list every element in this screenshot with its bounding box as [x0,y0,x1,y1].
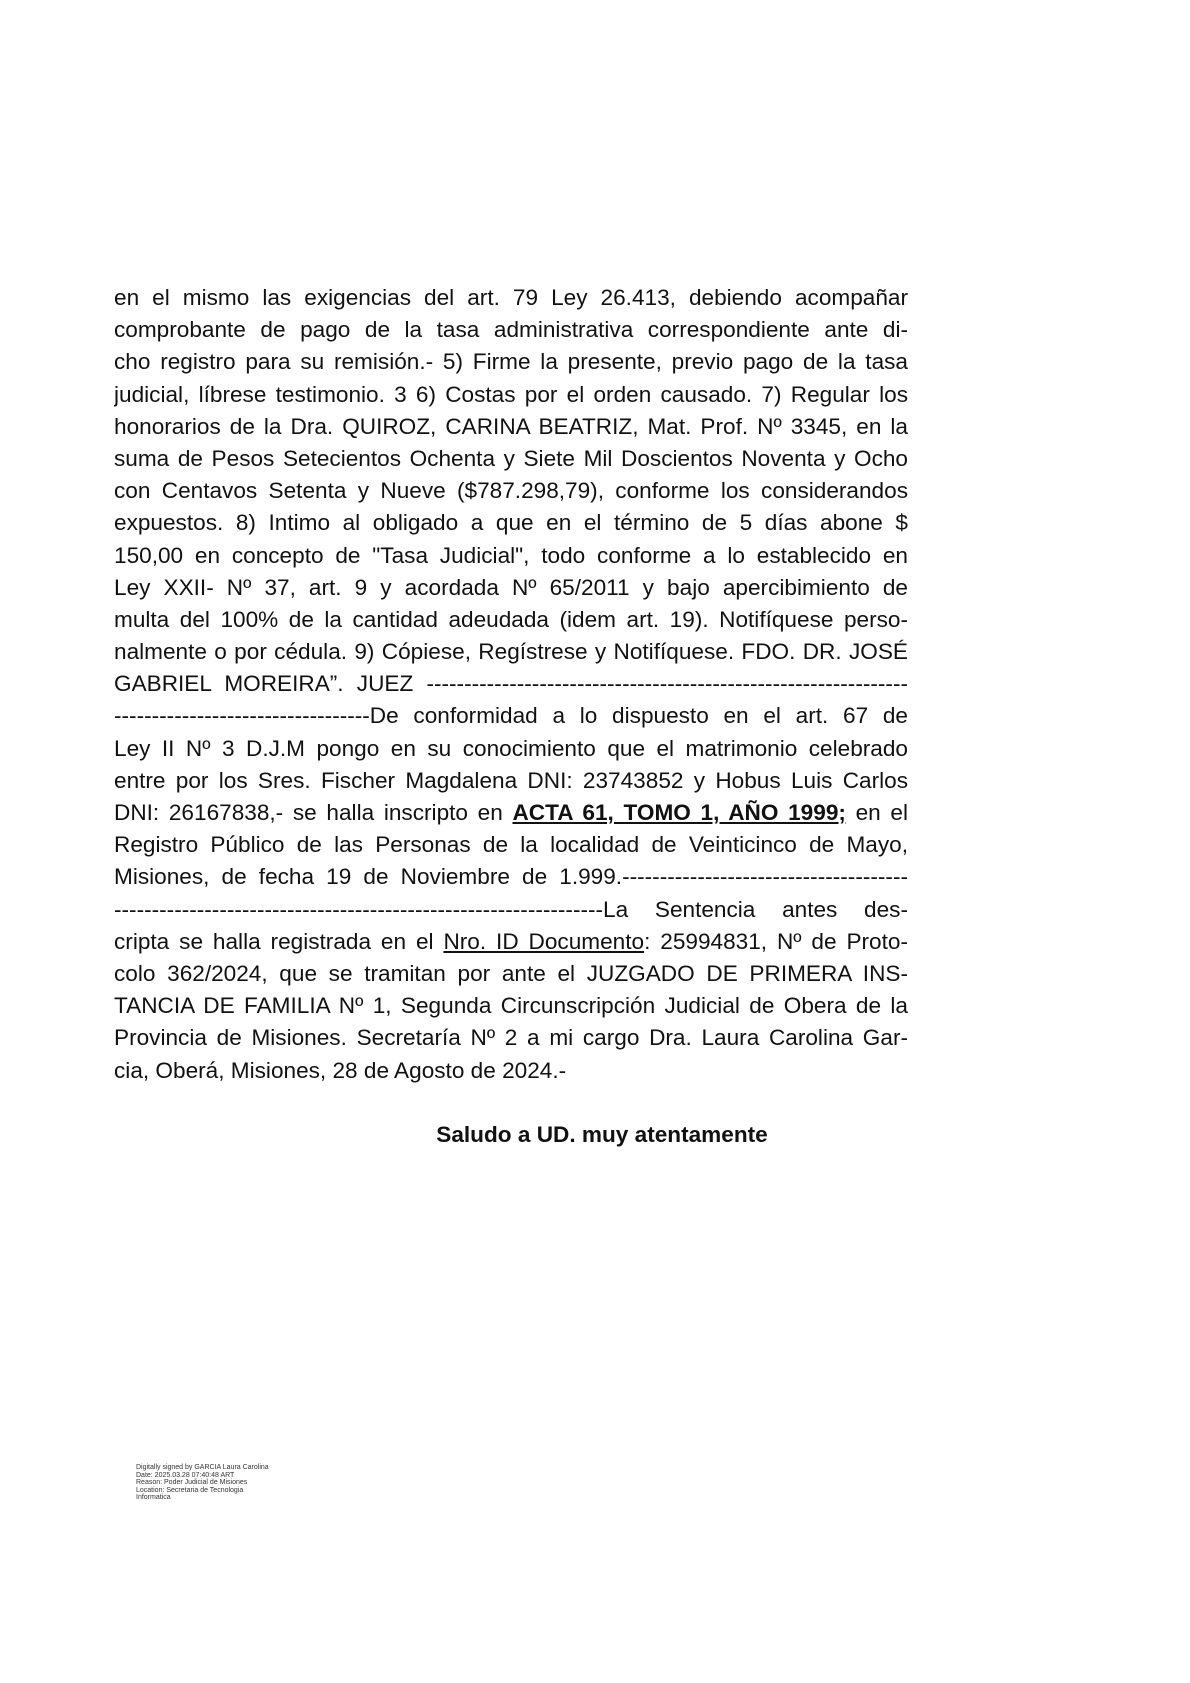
acta-reference: ACTA 61, TOMO 1, AÑO 1999; [512,800,846,825]
text-line: Ley XXII- Nº 37, art. 9 y acordada Nº 65/2011 y bajo apercibimiento de [114,574,908,600]
text-line: suma de Pesos Setecientos Ochenta y Siete Mil Doscientos Noventa y Ocho [114,445,908,471]
signature-line: Date: 2025.03.28 07:40:48 ART [136,1471,235,1479]
signature-line: Digitally signed by GARCIA Laura Carolina [136,1464,269,1471]
text-line: Provincia de Misiones. Secretaría Nº 2 a mi cargo Dra. Laura Carolina Gar- [114,1025,908,1051]
text-line: colo 362/2024, que se tramitan por ante el JUZGADO DE PRIMERA INS- [114,960,908,986]
text-line: multa del 100% de la cantidad adeudada (idem art. 19). Notifíquese perso- [114,606,908,632]
text-line: GABRIEL MOREIRA”. JUEZ ---------------------------------------------------------------- [114,671,908,697]
text-line: con Centavos Setenta y Nueve ($787.298,79), conforme los considerandos [114,478,908,504]
text-line: nalmente o por cédula. 9) Cópiese, Regístrese y Notifíquese. FDO. DR. JOSÉ [114,639,908,665]
text-line: TANCIA DE FAMILIA Nº 1, Segunda Circunscripción Judicial de Obera de la [114,993,908,1019]
text-line: comprobante de pago de la tasa administrativa correspondiente ante di- [114,317,908,343]
docid-post: : 25994831, Nº de Proto- [644,928,908,954]
text-line: honorarios de la Dra. QUIROZ, CARINA BEATRIZ, Mat. Prof. Nº 3345, en la [114,413,908,439]
text-line-last: cia, Oberá, Misiones, 28 de Agosto de 2024.- [114,1057,567,1083]
text-line: cho registro para su remisión.- 5) Firme la presente, previo pago de la tasa [114,349,908,375]
text-line-document-id [114,926,908,958]
body-text [114,282,908,1087]
acta-post: en el [845,800,908,825]
signature-line: Reason: Poder Judicial de Misiones [136,1479,248,1487]
text-line: en el mismo las exigencias del art. 79 Ley 26.413, debiendo acompañar [114,285,908,310]
acta-pre: DNI: 26167838,- se halla inscripto en [114,800,513,825]
text-line: Registro Público de las Personas de la localidad de Veinticinco de Mayo, [114,832,908,858]
document-id-label: Nro. ID Documento [443,928,645,954]
text-line: -----------------------------------------------------------------La Sentencia antes des- [114,896,908,922]
docid-pre: cripta se halla registrada en el [114,928,444,954]
signature-line: Informatica [136,1494,171,1502]
digital-signature-stamp [136,1464,336,1502]
signature-line: Location: Secretaria de Tecnologia [136,1486,244,1494]
text-line: Ley II Nº 3 D.J.M pongo en su conocimiento que el matrimonio celebrado [114,735,908,761]
text-line: ----------------------------------De conformidad a lo dispuesto en el art. 67 de [114,703,908,729]
text-line-acta [114,797,908,829]
text-line: Misiones, de fecha 19 de Noviembre de 1.999.-------------------------------------- [114,864,908,890]
closing-salutation: Saludo a UD. muy atentamente [436,1122,768,1147]
text-line: judicial, líbrese testimonio. 3 6) Costas por el orden causado. 7) Regular los [114,381,908,407]
text-line: expuestos. 8) Intimo al obligado a que en el término de 5 días abone $ [114,510,908,536]
text-line: 150,00 en concepto de "Tasa Judicial", todo conforme a lo establecido en [114,542,908,568]
text-line: entre por los Sres. Fischer Magdalena DNI: 23743852 y Hobus Luis Carlos [114,767,908,793]
